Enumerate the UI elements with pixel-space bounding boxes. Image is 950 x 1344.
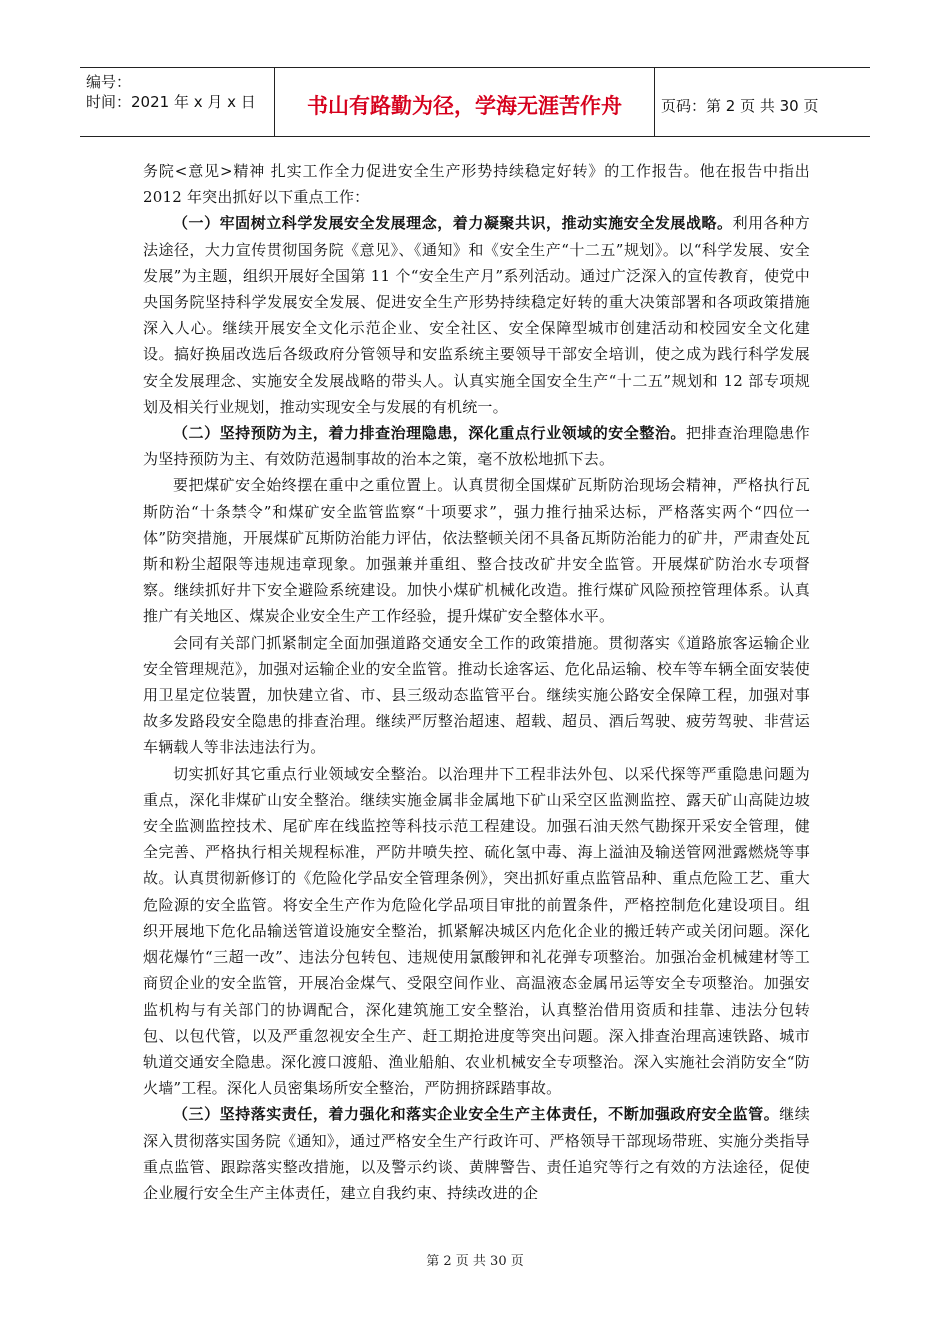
paragraph-1 <box>143 158 810 210</box>
paragraph-text: 要把煤矿安全始终摆在重中之重位置上。认真贯彻全国煤矿瓦斯防治现场会精神，严格执行瓦斯防治“十条禁令”和煤矿安全监管监察“十项要求”，强力推行抽采达标，严格落实两个“四位一体”防突措施，开展煤矿瓦斯防治能力评估，依法整顿关闭不具备瓦斯防治能力的矿井，严肃查处瓦斯和粉尘超限等违规违章现象。加强兼并重组、整合技改矿井安全监管。开展煤矿防治水专项督察。继续抓好井下安全避险系统建设。加快小煤矿机械化改造。推行煤矿风险预控管理体系。认真推广有关地区、煤炭企业安全生产工作经验，提升煤矿安全整体水平。 <box>143 476 810 626</box>
paragraph-5 <box>143 630 810 761</box>
section-heading-3: （三）坚持落实责任，着力强化和落实企业安全生产主体责任，不断加强政府安全监管。 <box>173 1105 780 1124</box>
paragraph-4 <box>143 472 810 629</box>
paragraph-text: 利用各种方法途径，大力宣传贯彻国务院《意见》、《通知》和《安全生产“十二五”规划》。以“科学发展、安全发展”为主题，组织开展好全国第 11 个“安全生产月”系列活动。通过广泛深入的宣传教育，使党中央国务院坚持科学发展安全发展、促进安全生产形势持续稳定好转的重大决策部署和各项政策措施深入人心。继续开展安全文化示范企业、安全社区、安全保障型城市创建活动和校园安全文化建设。搞好换届改选后各级政府分管领导和安监系统主要领导干部安全培训，使之成为践行科学发展安全发展理念、实施安全发展战略的带头人。认真实施全国安全生产“十二五”规划和 12 部专项规划及相关行业规划，推动实现安全与发展的有机统一。 <box>143 214 810 416</box>
header-meta <box>80 68 275 136</box>
paragraph-7 <box>143 1101 810 1206</box>
page-header <box>80 67 870 137</box>
paragraph-3 <box>143 420 810 472</box>
paragraph-6 <box>143 761 810 1102</box>
paragraph-text: 把排查治理隐患作为坚持预防为主、有效防范遏制事故的治本之策，毫不放松地抓下去。 <box>143 424 810 469</box>
page-footer: 第 2 页 共 30 页 <box>426 1254 524 1269</box>
paragraph-text: 务院<意见>精神 扎实工作全力促进安全生产形势持续稳定好转》的工作报告。他在报告中指出 2012 年突出抓好以下重点工作： <box>143 162 810 207</box>
document-time-label: 时间：2021 年 x 月 x 日 <box>86 93 256 111</box>
header-page-info: 页码：第 2 页 共 30 页 <box>661 96 819 115</box>
section-heading-2: （二）坚持预防为主，着力排查治理隐患，深化重点行业领域的安全整治。 <box>173 424 686 443</box>
paragraph-text: 继续深入贯彻落实国务院《通知》，通过严格安全生产行政许可、严格领导干部现场带班、实施分类指导重点监管、跟踪落实整改措施，以及警示约谈、黄牌警告、责任追究等行之有效的方法途径，促使企业履行安全生产主体责任，建立自我约束、持续改进的企 <box>143 1105 810 1202</box>
paragraph-text: 切实抓好其它重点行业领域安全整治。以治理井下工程非法外包、以采代探等严重隐患问题为重点，深化非煤矿山安全整治。继续实施金属非金属地下矿山采空区监测监控、露天矿山高陡边坡安全监测监控技术、尾矿库在线监控等科技示范工程建设。加强石油天然气勘探开采安全管理，健全完善、严格执行相关规程标准，严防井喷失控、硫化氢中毒、海上溢油及输送管网泄露燃烧等事故。认真贯彻新修订的《危险化学品安全管理条例》，突出抓好重点监管品种、重点危险工艺、重大危险源的安全监管。将安全生产作为危险化学品项目审批的前置条件，严格控制危化建设项目。组织开展地下危化品输送管道设施安全整治，抓紧解决城区内危化企业的搬迁转产或关闭问题。深化烟花爆竹“三超一改”、违法分包转包、违规使用氯酸钾和礼花弹专项整治。加强冶金机械建材等工商贸企业的安全监管，开展冶金煤气、受限空间作业、高温液态金属吊运等安全专项整治。加强安监机构与有关部门的协调配合，深化建筑施工安全整治，认真整治借用资质和挂靠、违法分包转包、以包代管，以及严重忽视安全生产、赶工期抢进度等突出问题。深入排查治理高速铁路、城市轨道交通安全隐患。深化渡口渡船、渔业船舶、农业机械安全专项整治。深入实施社会消防安全“防火墙”工程。深化人员密集场所安全整治，严防拥挤踩踏事故。 <box>143 764 810 1098</box>
header-motto: 书山有路勤为径，学海无涯苦作舟 <box>275 68 655 136</box>
section-heading-1: （一）牢固树立科学发展安全发展理念，着力凝聚共识，推动实施安全发展战略。 <box>173 214 733 233</box>
document-body <box>143 158 810 1206</box>
paragraph-text: 会同有关部门抓紧制定全面加强道路交通安全工作的政策措施。贯彻落实《道路旅客运输企业安全管理规范》，加强对运输企业的安全监管。推动长途客运、危化品运输、校车等车辆全面安装使用卫星定位装置，加快建立省、市、县三级动态监管平台。继续实施公路安全保障工程，加强对事故多发路段安全隐患的排查治理。继续严厉整治超速、超载、超员、酒后驾驶、疲劳驾驶、非营运车辆载人等非法违法行为。 <box>143 633 810 757</box>
document-number-label: 编号： <box>86 73 132 91</box>
paragraph-2 <box>143 210 810 420</box>
